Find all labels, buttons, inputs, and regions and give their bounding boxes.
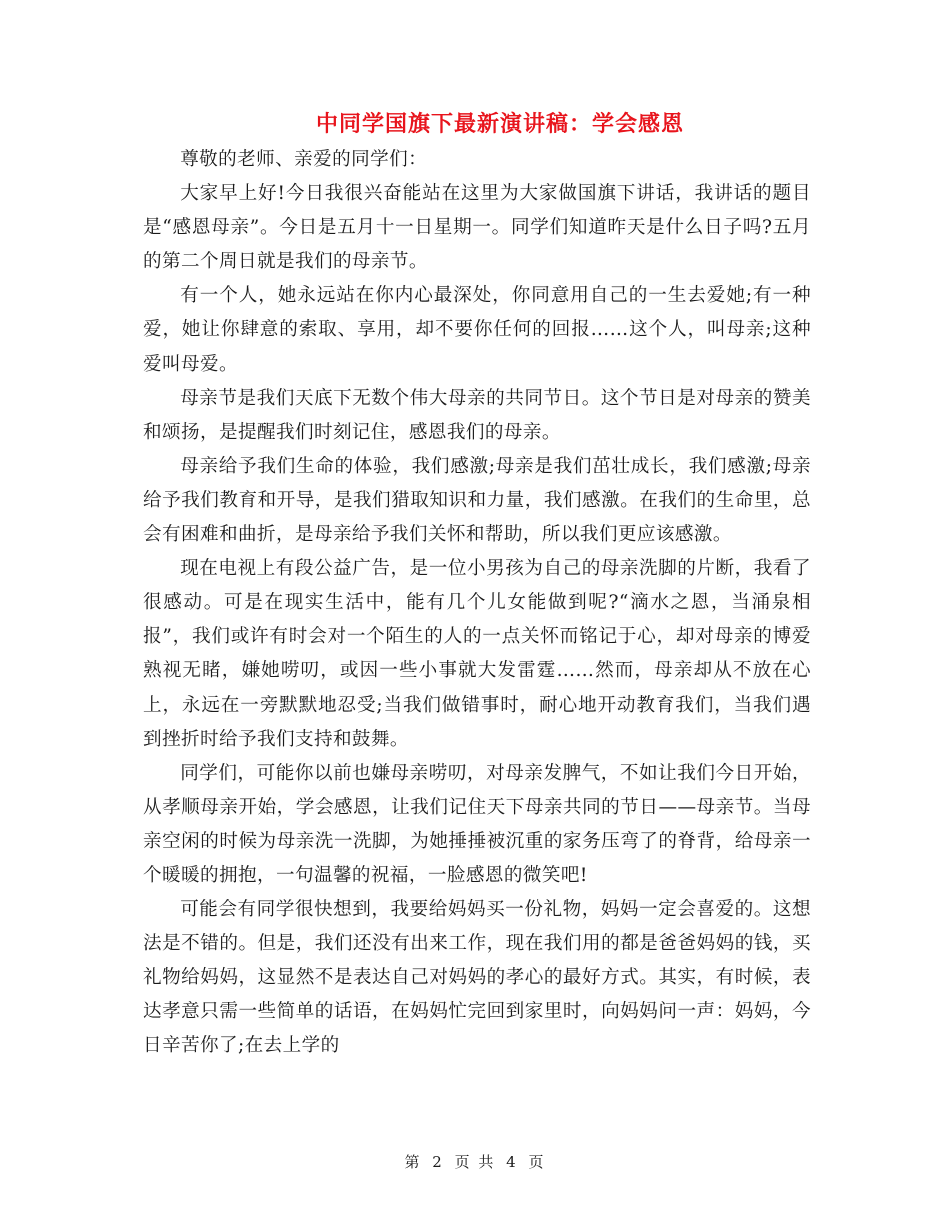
page-label-mid: 页 共	[454, 1153, 496, 1171]
current-page-number: 2	[432, 1153, 444, 1171]
page-number-footer	[0, 1151, 950, 1172]
paragraph: 大家早上好!今日我很兴奋能站在这里为大家做国旗下讲话，我讲话的题目是“感恩母亲”。今日是五月十一日星期一。同学们知道昨天是什么日子吗?五月的第二个周日就是我们的母亲节。	[143, 183, 811, 273]
document-body	[143, 143, 811, 1064]
page-label-suffix: 页	[528, 1153, 546, 1171]
paragraph: 可能会有同学很快想到，我要给妈妈买一份礼物，妈妈一定会喜爱的。这想法是不错的。但是，我们还没有出来工作，现在我们用的都是爸爸妈妈的钱，买礼物给妈妈，这显然不是表达自己对妈妈的孝心的最好方式。其实，有时候，表达孝意只需一些简单的话语，在妈妈忙完回到家里时，向妈妈问一声：妈妈，今日辛苦你了;在去上学的	[143, 899, 811, 1057]
paragraph: 有一个人，她永远站在你内心最深处，你同意用自己的一生去爱她;有一种爱，她让你肆意的索取、享用，却不要你任何的回报……这个人，叫母亲;这种爱叫母爱。	[143, 285, 811, 375]
paragraph: 同学们，可能你以前也嫌母亲唠叨，对母亲发脾气，不如让我们今日开始，从孝顺母亲开始，学会感恩，让我们记住天下母亲共同的节日——母亲节。当母亲空闲的时候为母亲洗一洗脚，为她捶捶被沉重的家务压弯了的脊背，给母亲一个暖暖的拥抱，一句温馨的祝福，一脸感恩的微笑吧!	[143, 762, 811, 886]
paragraph: 现在电视上有段公益广告，是一位小男孩为自己的母亲洗脚的片断，我看了很感动。可是在现实生活中，能有几个儿女能做到呢?“滴水之恩，当涌泉相报”，我们或许有时会对一个陌生的人的一点关怀而铭记于心，却对母亲的博爱熟视无睹，嫌她唠叨，或因一些小事就大发雷霆……然而，母亲却从不放在心上，永远在一旁默默地忍受;当我们做错事时，耐心地开动教育我们，当我们遇到挫折时给予我们支持和鼓舞。	[143, 558, 811, 750]
paragraph: 母亲节是我们天底下无数个伟大母亲的共同节日。这个节日是对母亲的赞美和颂扬，是提醒我们时刻记住，感恩我们的母亲。	[143, 387, 811, 443]
paragraph: 母亲给予我们生命的体验，我们感激;母亲是我们茁壮成长，我们感激;母亲给予我们教育和开导，是我们猎取知识和力量，我们感激。在我们的生命里，总会有困难和曲折，是母亲给予我们关怀和帮助，所以我们更应该感激。	[143, 455, 811, 546]
total-pages-number: 4	[506, 1153, 518, 1171]
page-label-prefix: 第	[404, 1153, 422, 1171]
document-title: 中同学国旗下最新演讲稿：学会感恩	[315, 111, 684, 137]
salutation: 尊敬的老师、亲爱的同学们：	[180, 149, 428, 170]
